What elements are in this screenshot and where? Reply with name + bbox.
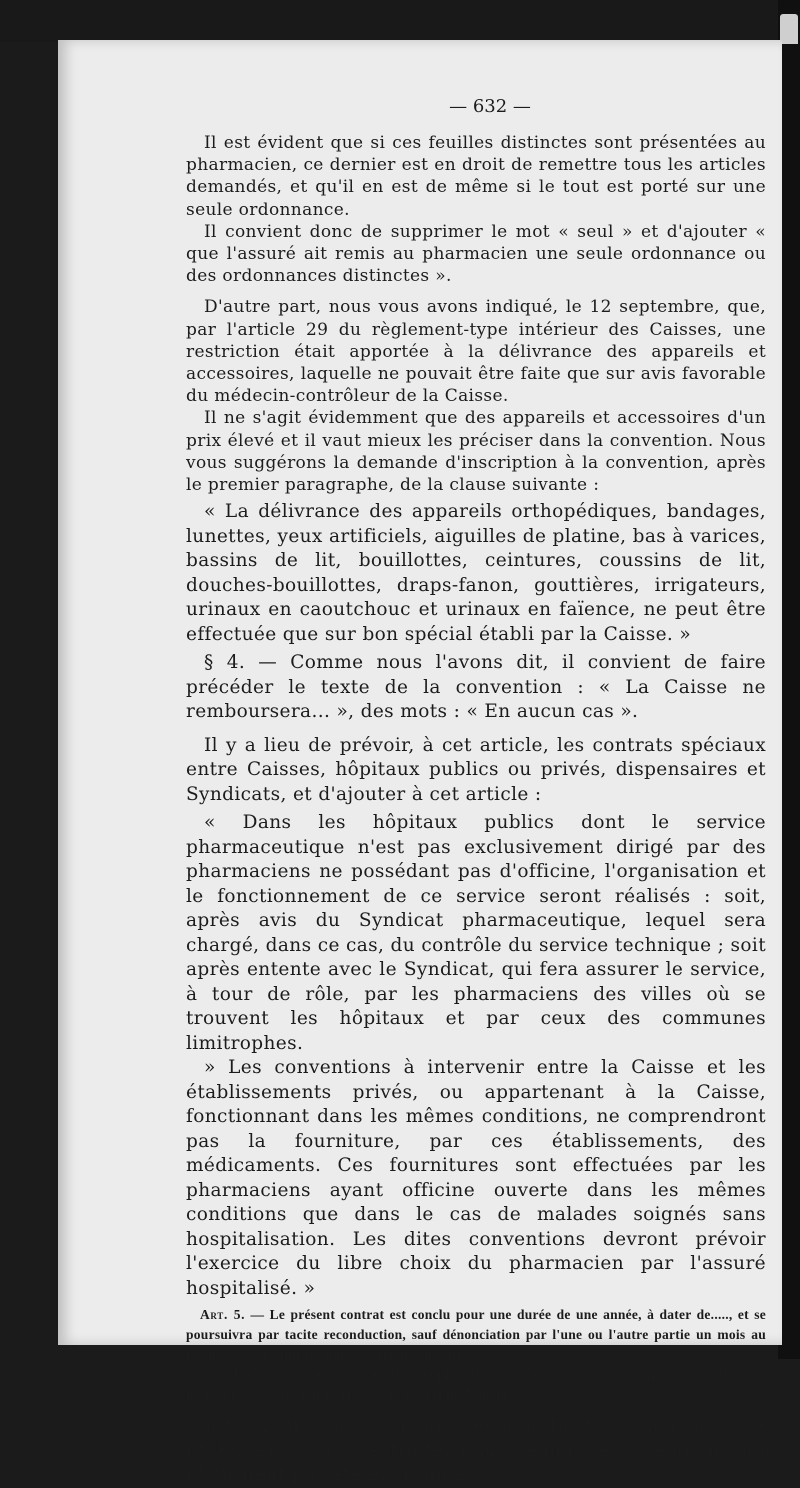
paragraph: » Les conventions à intervenir entre la Caisse et les établissements privés, ou appartenant à la Caisse, fonctionnant dans les mêmes conditions, ne comprendront pas la fourniture, par ces établissements, des médicaments. Ces fournitures sont effectuées par les pharmaciens ayant officine ouverte dans les mêmes conditions que dans le cas de malades soignés sans hospitalisation. Les dites conventions devront prévoir l'exercice du libre choix du pharmacien par l'assuré hospitalisé. » <box>186 1057 766 1299</box>
paragraph: Il y a lieu de prévoir, à cet article, les contrats spéciaux entre Caisses, hôpitaux publics ou privés, dispensaires et Syndicats, et d'ajouter à cet article : <box>186 734 766 805</box>
paragraph: D'autre part, nous vous avons indiqué, le 12 septembre, que, par l'article 29 du règlement-type intérieur des Caisses, une restriction était apportée à la délivrance des appareils et accessoires, laquelle ne pouvait être faite que sur avis favorable du médecin-contrôleur de la Caisse. <box>186 297 766 407</box>
paragraph: Il est évident que si ces feuilles distinctes sont présentées au pharmacien, ce dernier est en droit de remettre tous les articles demandés, et qu'il en est de même si le tout est porté sur une seule ordonnance. <box>186 133 766 220</box>
page-number: — 632 — <box>449 96 531 117</box>
text-span: de plein droit en cas de <box>414 1367 565 1383</box>
paragraph: Il ne s'agit évidemment que des appareils et accessoires d'un prix élevé et il vaut mieux les préciser dans la convention. Nous vous suggérons la demande d'inscription à la convention, après le premier paragraphe, de la clause suivante : <box>186 408 766 496</box>
text-span: Toutefois la convention <box>200 1367 345 1383</box>
paragraph-gap <box>186 1405 766 1414</box>
article-text: — Le présent contrat est conclu pour une durée de une année, à dater de....., et se poursuivra par tacite reconduction, sauf dénonciation par l'une ou l'autre partie un mois au moins avant l'expiration de la période en cours. <box>186 1307 766 1363</box>
paragraph: « Dans les hôpitaux publics dont le service pharmaceutique n'est pas exclusivement dirigé par des pharmaciens ne possédant pas d'officine, l'organisation et le fonctionnement de ce service seront réalisés : soit, après avis du Syndicat pharmaceutique, lequel sera chargé, dans ce cas, du contrôle du service technique ; soit après entente avec le Syndicat, qui fera assurer le service, à tour de rôle, par les pharmaciens des villes où se trouvent les hôpitaux et par ceux des communes limitrophes. <box>186 812 766 1054</box>
paragraph-gap <box>186 287 766 296</box>
paragraph: § 4. — Comme nous l'avons dit, il convient de faire précéder le texte de la convention : « La Caisse ne remboursera... », des mots : « En aucun cas ». <box>186 652 766 723</box>
paragraph-gap <box>186 725 766 734</box>
text-span: , constaté dans les formes prévues par l'article 7, paragraphe 5, de la loi. <box>186 1367 767 1403</box>
paragraph: Il y a lieu de prévoir que des modifications peuvent être utiles, en cours de traité, pour régler des questions qui n'auraient pas été envisagées <box>186 1415 766 1486</box>
body-text <box>186 132 766 1488</box>
article-label: Art. 5. <box>200 1307 246 1323</box>
article-paragraph <box>186 1305 766 1365</box>
italic-phrase: manquement grave <box>564 1367 677 1383</box>
article-paragraph <box>186 1365 766 1405</box>
paragraph: Il convient donc de supprimer le mot « seul » et d'ajouter « que l'assuré ait remis au pharmacien une seule ordonnance ou des ordonnances distinctes ». <box>186 221 766 287</box>
binding-tab <box>780 14 798 44</box>
italic-phrase: sera résiliée <box>344 1367 415 1383</box>
page-content <box>186 96 766 1488</box>
scan-border-top <box>0 0 800 42</box>
document-page <box>58 40 782 1486</box>
paragraph: « La délivrance des appareils orthopédiques, bandages, lunettes, yeux artificiels, aiguilles de platine, bas à varices, bassins de lit, bouillottes, ceintures, coussins de lit, douches-bouillottes, draps-fanon, gouttières, irrigateurs, urinaux en caoutchouc et urinaux en faïence, ne peut être effectuée que sur bon spécial établi par la Caisse. » <box>186 501 766 645</box>
